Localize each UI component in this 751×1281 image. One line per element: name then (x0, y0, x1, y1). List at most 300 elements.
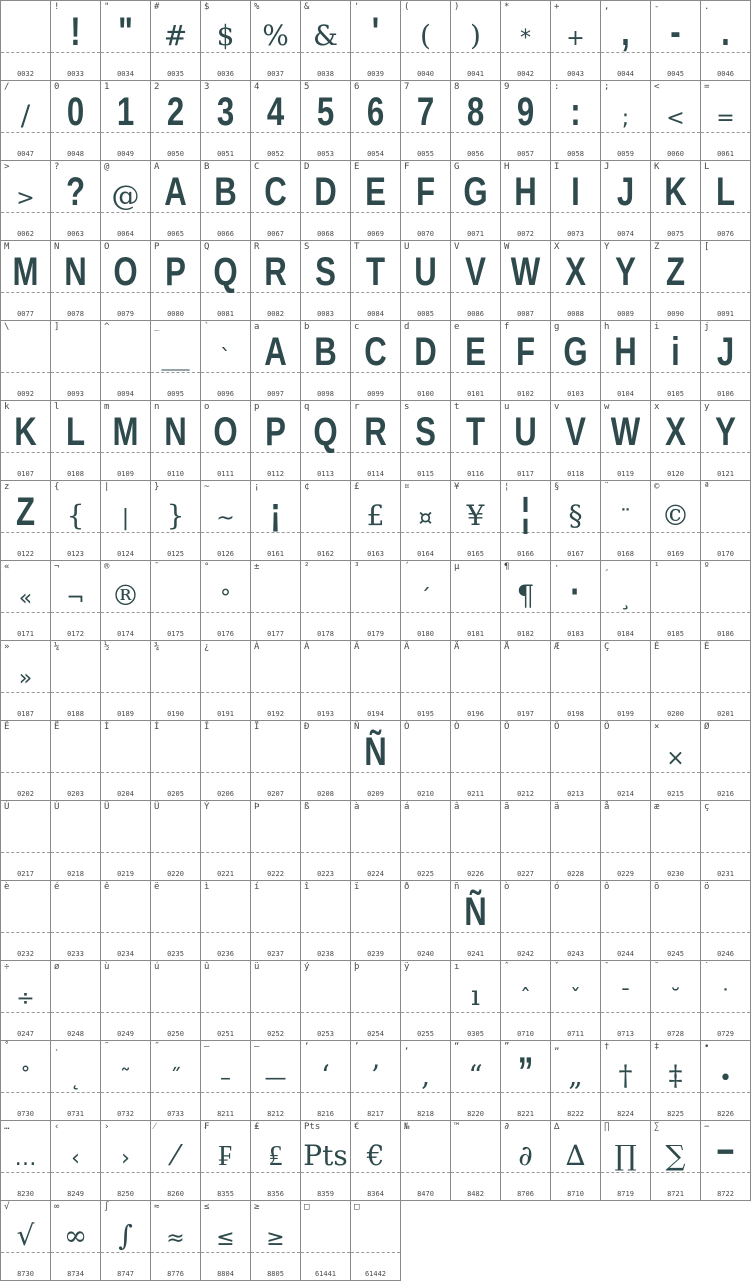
glyph-cell-code: 0080 (167, 310, 184, 318)
glyph-cell-code: 0213 (567, 790, 584, 798)
glyph-sample: V (565, 410, 586, 454)
glyph-sample: ¸ (620, 586, 631, 611)
baseline-guide (101, 692, 150, 693)
glyph-cell-code: 0169 (667, 550, 684, 558)
glyph-cell-code: 8734 (67, 1270, 84, 1278)
glyph-cell-code: 8212 (267, 1110, 284, 1118)
glyph-cell-key: ð (404, 882, 410, 892)
glyph-cell-code: 0060 (667, 150, 684, 158)
glyph-cell-code: 0094 (117, 390, 134, 398)
glyph-cell (700, 720, 751, 801)
glyph-cell (50, 1200, 101, 1281)
glyph-cell-key: „ (554, 1042, 560, 1052)
glyph-sample: ¥ (466, 499, 485, 532)
glyph-cell-code: 0250 (167, 1030, 184, 1038)
glyph-sample: ' (371, 10, 380, 54)
glyph-cell-code: 8220 (467, 1110, 484, 1118)
glyph-cell-key: d (404, 322, 410, 332)
glyph-cell-key: ½ (104, 642, 110, 652)
glyph-cell-code: 0191 (217, 710, 234, 718)
glyph-cell-key: ù (104, 962, 110, 972)
glyph-cell-key: Ò (404, 722, 410, 732)
glyph-cell-key: ∏ (604, 1122, 610, 1132)
glyph-cell-key: – (204, 1042, 210, 1052)
glyph-cell-code: 0242 (517, 950, 534, 958)
glyph-cell (0, 800, 51, 881)
glyph-sample: R (364, 410, 387, 454)
glyph-cell (500, 880, 551, 961)
glyph-cell-code: 8224 (617, 1110, 634, 1118)
baseline-guide (1, 852, 50, 853)
glyph-cell (100, 960, 151, 1041)
baseline-guide (201, 852, 250, 853)
glyph-sample: ´ (420, 586, 431, 611)
glyph-cell (100, 480, 151, 561)
glyph-cell-key: â (454, 802, 460, 812)
baseline-guide (101, 1172, 150, 1173)
glyph-cell-code: 0037 (267, 70, 284, 78)
glyph-cell (300, 320, 351, 401)
glyph-sample: U (414, 250, 437, 294)
glyph-cell (50, 800, 101, 881)
glyph-cell (700, 480, 751, 561)
glyph-cell (600, 560, 651, 641)
glyph-cell-code: 0074 (617, 230, 634, 238)
glyph-cell-key: ^ (104, 322, 110, 332)
glyph-sample: F (515, 330, 536, 374)
glyph-cell-key: ˛ (54, 1042, 60, 1052)
glyph-sample: T (365, 250, 386, 294)
baseline-guide (351, 1252, 400, 1253)
glyph-sample: L (65, 410, 86, 454)
baseline-guide (51, 932, 100, 933)
glyph-cell-code: 0195 (417, 710, 434, 718)
glyph-sample: – (220, 1066, 231, 1091)
baseline-guide (501, 1012, 550, 1013)
glyph-cell-key: È (654, 642, 660, 652)
glyph-cell (400, 80, 451, 161)
glyph-cell-code: 0036 (217, 70, 234, 78)
glyph-cell (650, 880, 701, 961)
glyph-cell (0, 960, 51, 1041)
glyph-sample: % (262, 19, 289, 52)
glyph-cell-key: ˙ (704, 962, 710, 972)
baseline-guide (201, 1252, 250, 1253)
glyph-cell (350, 960, 401, 1041)
glyph-sample: » (18, 666, 33, 691)
baseline-guide (701, 932, 750, 933)
baseline-guide (451, 852, 500, 853)
glyph-cell-code: 0084 (367, 310, 384, 318)
glyph-cell (450, 800, 501, 881)
baseline-guide (401, 52, 450, 53)
glyph-cell-key: Ó (454, 722, 460, 732)
glyph-sample: ∞ (63, 1219, 88, 1252)
glyph-sample: Z (15, 490, 36, 534)
glyph-cell-code: 0093 (67, 390, 84, 398)
baseline-guide (201, 772, 250, 773)
glyph-sample: ’ (371, 1059, 380, 1092)
glyph-cell (200, 720, 251, 801)
glyph-cell-code: 0249 (117, 1030, 134, 1038)
glyph-cell-code: 8470 (417, 1190, 434, 1198)
baseline-guide (301, 612, 350, 613)
glyph-cell-key: : (554, 82, 560, 92)
glyph-cell-key: P (154, 242, 160, 252)
baseline-guide (101, 372, 150, 373)
glyph-cell-code: 0732 (117, 1110, 134, 1118)
baseline-guide (451, 612, 500, 613)
glyph-cell-key: " (104, 2, 110, 12)
glyph-cell (550, 0, 601, 81)
glyph-cell-code: 0228 (567, 870, 584, 878)
glyph-cell-key: 8 (454, 82, 460, 92)
glyph-cell (50, 400, 101, 481)
glyph-cell-key: O (104, 242, 110, 252)
glyph-cell-key: ˆ (504, 962, 510, 972)
glyph-sample: ˙ (720, 986, 731, 1011)
baseline-guide (301, 1092, 350, 1093)
glyph-cell-key: Ê (4, 722, 10, 732)
glyph-cell (250, 560, 301, 641)
glyph-sample: A (264, 330, 287, 374)
glyph-cell (0, 240, 51, 321)
glyph-sample: ˝ (170, 1066, 181, 1091)
glyph-cell-key: ” (504, 1042, 510, 1052)
glyph-cell-key: ì (204, 882, 210, 892)
glyph-cell (100, 160, 151, 241)
glyph-sample: T (465, 410, 486, 454)
glyph-cell-code: 0041 (467, 70, 484, 78)
glyph-sample: ≥ (266, 1226, 285, 1251)
glyph-cell (300, 960, 351, 1041)
glyph-cell-key: , (604, 2, 610, 12)
glyph-cell (600, 960, 651, 1041)
glyph-cell (250, 960, 301, 1041)
baseline-guide (101, 1252, 150, 1253)
glyph-cell (600, 720, 651, 801)
glyph-cell (500, 1120, 551, 1201)
glyph-cell-code: 0197 (517, 710, 534, 718)
glyph-cell (400, 1120, 451, 1201)
glyph-cell-code: 8260 (167, 1190, 184, 1198)
baseline-guide (51, 612, 100, 613)
glyph-cell-key: ÿ (404, 962, 410, 972)
glyph-sample: K (664, 170, 687, 214)
glyph-cell-code: 0710 (517, 1030, 534, 1038)
glyph-cell-key: ú (154, 962, 160, 972)
glyph-cell (500, 400, 551, 481)
glyph-cell-code: 0098 (317, 390, 334, 398)
glyph-cell-key: ∞ (54, 1202, 60, 1212)
glyph-sample: W (610, 410, 641, 454)
glyph-cell-key: µ (454, 562, 460, 572)
glyph-cell (200, 480, 251, 561)
glyph-cell (350, 560, 401, 641)
glyph-cell-key: S (304, 242, 310, 252)
baseline-guide (701, 532, 750, 533)
baseline-guide (251, 1092, 300, 1093)
glyph-sample: J (616, 170, 635, 214)
glyph-cell-code: 8222 (567, 1110, 584, 1118)
glyph-cell-key: é (54, 882, 60, 892)
baseline-guide (101, 1012, 150, 1013)
baseline-guide (401, 692, 450, 693)
glyph-cell-code: 0728 (667, 1030, 684, 1038)
glyph-cell-code: 8482 (467, 1190, 484, 1198)
glyph-sample: ⁄ (173, 1139, 178, 1172)
glyph-cell-code: 0161 (267, 550, 284, 558)
glyph-sample: } (166, 499, 185, 532)
glyph-cell-key: ¹ (654, 562, 660, 572)
glyph-cell (150, 640, 201, 721)
baseline-guide (151, 772, 200, 773)
baseline-guide (201, 532, 250, 533)
glyph-cell (600, 160, 651, 241)
glyph-cell (50, 560, 101, 641)
glyph-cell-key: æ (654, 802, 660, 812)
glyph-cell-code: 0122 (17, 550, 34, 558)
glyph-cell-key: R (254, 242, 260, 252)
glyph-cell (200, 1040, 251, 1121)
glyph-cell-code: 0034 (117, 70, 134, 78)
glyph-cell-code: 0189 (117, 710, 134, 718)
glyph-cell-key: - (654, 2, 660, 12)
glyph-cell-key: ∑ (654, 1122, 660, 1132)
glyph-cell-key: o (204, 402, 210, 412)
glyph-cell (650, 960, 701, 1041)
glyph-cell-key: » (4, 642, 10, 652)
glyph-cell-code: 0211 (467, 790, 484, 798)
glyph-cell-code: 0178 (317, 630, 334, 638)
glyph-cell-code: 8221 (517, 1110, 534, 1118)
baseline-guide (251, 1012, 300, 1013)
glyph-cell-code: 0085 (417, 310, 434, 318)
glyph-sample: < (666, 106, 685, 131)
glyph-cell (350, 0, 401, 81)
glyph-cell-key: ¼ (54, 642, 60, 652)
glyph-cell-key: × (654, 722, 660, 732)
baseline-guide (151, 692, 200, 693)
glyph-sample: £ (366, 499, 385, 532)
glyph-cell-key: ≈ (154, 1202, 160, 1212)
baseline-guide (1, 692, 50, 693)
baseline-guide (451, 1092, 500, 1093)
glyph-cell-key: 4 (254, 82, 260, 92)
glyph-cell (250, 1120, 301, 1201)
glyph-cell (650, 720, 701, 801)
glyph-sample: Q (213, 250, 238, 294)
glyph-cell-key: 5 (304, 82, 310, 92)
glyph-cell-code: 0109 (117, 470, 134, 478)
glyph-cell-key: 7 (404, 82, 410, 92)
glyph-cell (300, 1040, 351, 1121)
glyph-sample: „ (568, 1059, 583, 1092)
glyph-cell-key: j (704, 322, 710, 332)
glyph-cell-code: 0095 (167, 390, 184, 398)
glyph-cell (550, 480, 601, 561)
glyph-cell-key: ’ (354, 1042, 360, 1052)
glyph-sample: " (118, 10, 133, 54)
glyph-cell-key: › (104, 1122, 110, 1132)
glyph-cell-code: 8804 (217, 1270, 234, 1278)
baseline-guide (51, 1172, 100, 1173)
glyph-cell-code: 0073 (567, 230, 584, 238)
glyph-cell-key: # (154, 2, 160, 12)
glyph-cell-code: 0227 (517, 870, 534, 878)
baseline-guide (701, 772, 750, 773)
glyph-cell (300, 80, 351, 161)
glyph-cell-code: 0111 (217, 470, 234, 478)
glyph-sample: 2 (166, 90, 185, 134)
glyph-cell-code: 0099 (367, 390, 384, 398)
glyph-cell-code: 0162 (317, 550, 334, 558)
glyph-cell-code: 0033 (67, 70, 84, 78)
glyph-cell-key: Ñ (354, 722, 360, 732)
baseline-guide (301, 1012, 350, 1013)
baseline-guide (301, 532, 350, 533)
glyph-cell-code: 0069 (367, 230, 384, 238)
glyph-cell (350, 1200, 401, 1281)
glyph-cell-code: 0062 (17, 230, 34, 238)
glyph-cell-key: Á (304, 642, 310, 652)
glyph-cell (150, 1120, 201, 1201)
glyph-sample: X (665, 410, 686, 454)
baseline-guide (251, 692, 300, 693)
glyph-cell-code: 0070 (417, 230, 434, 238)
glyph-cell-code: 0187 (17, 710, 34, 718)
glyph-cell (0, 640, 51, 721)
glyph-cell-code: 0057 (517, 150, 534, 158)
glyph-sample: G (563, 330, 588, 374)
glyph-cell-code: 8355 (217, 1190, 234, 1198)
glyph-cell (500, 320, 551, 401)
glyph-cell (100, 0, 151, 81)
glyph-cell (600, 400, 651, 481)
glyph-sample: ∑ (665, 1139, 686, 1172)
glyph-cell (600, 1040, 651, 1121)
glyph-cell (50, 320, 101, 401)
baseline-guide (151, 1172, 200, 1173)
glyph-cell-code: 0171 (17, 630, 34, 638)
glyph-cell-code: 0121 (717, 470, 734, 478)
glyph-cell-code: 0215 (667, 790, 684, 798)
glyph-cell-key: T (354, 242, 360, 252)
baseline-guide (501, 52, 550, 53)
glyph-sample: ” (517, 1050, 534, 1094)
glyph-cell-code: 8730 (17, 1270, 34, 1278)
glyph-cell-key: − (704, 1122, 710, 1132)
glyph-cell (550, 1040, 601, 1121)
glyph-cell-code: 8230 (17, 1190, 34, 1198)
baseline-guide (501, 692, 550, 693)
glyph-cell-key: ∆ (554, 1122, 560, 1132)
glyph-cell (700, 1040, 751, 1121)
baseline-guide (201, 1012, 250, 1013)
glyph-cell (200, 1200, 251, 1281)
glyph-cell-key: [ (704, 242, 710, 252)
glyph-cell (500, 80, 551, 161)
glyph-cell-key: ) (454, 2, 460, 12)
baseline-guide (151, 1252, 200, 1253)
glyph-cell-code: 0713 (617, 1030, 634, 1038)
glyph-cell-code: 0238 (317, 950, 334, 958)
glyph-cell-code: 0172 (67, 630, 84, 638)
glyph-cell (100, 720, 151, 801)
glyph-cell-key: ∂ (504, 1122, 510, 1132)
glyph-cell (400, 880, 451, 961)
glyph-cell-key: € (354, 1122, 360, 1132)
glyph-cell (300, 1200, 351, 1281)
glyph-cell-code: 0181 (467, 630, 484, 638)
glyph-cell-code: 0083 (317, 310, 334, 318)
glyph-cell-code: 8719 (617, 1190, 634, 1198)
glyph-cell (0, 880, 51, 961)
glyph-cell-key: D (304, 162, 310, 172)
glyph-cell-code: 0092 (17, 390, 34, 398)
glyph-cell-key: Ç (604, 642, 610, 652)
glyph-cell-code: 0050 (167, 150, 184, 158)
glyph-cell (650, 1120, 701, 1201)
glyph-cell-key: z (4, 482, 10, 492)
glyph-cell-code: 0176 (217, 630, 234, 638)
glyph-cell (600, 240, 651, 321)
glyph-cell-key: E (354, 162, 360, 172)
glyph-cell-code: 8226 (717, 1110, 734, 1118)
glyph-cell-code: 8776 (167, 1270, 184, 1278)
glyph-sample: P (165, 250, 186, 294)
glyph-cell-key: $ (204, 2, 210, 12)
glyph-cell-key: L (704, 162, 710, 172)
glyph-cell-key: Ï (254, 722, 260, 732)
glyph-cell (150, 400, 201, 481)
baseline-guide (101, 532, 150, 533)
glyph-cell (700, 0, 751, 81)
glyph-cell (350, 720, 401, 801)
glyph-sample: O (113, 250, 138, 294)
glyph-cell (50, 160, 101, 241)
glyph-cell-code: 0068 (317, 230, 334, 238)
baseline-guide (701, 692, 750, 693)
baseline-guide (501, 772, 550, 773)
glyph-cell (600, 480, 651, 561)
baseline-guide (1, 612, 50, 613)
glyph-cell (350, 240, 401, 321)
baseline-guide (501, 932, 550, 933)
glyph-sample: ¦ (521, 490, 530, 534)
glyph-sample: { (66, 499, 85, 532)
glyph-sample: @ (111, 179, 140, 212)
glyph-cell (450, 320, 501, 401)
glyph-sample: M (12, 250, 39, 294)
glyph-sample: L (715, 170, 736, 214)
glyph-cell-key: A (154, 162, 160, 172)
glyph-cell-key: ˚ (4, 1042, 10, 1052)
glyph-cell-code: 0240 (417, 950, 434, 958)
baseline-guide (701, 612, 750, 613)
glyph-cell-key: h (604, 322, 610, 332)
glyph-cell (300, 880, 351, 961)
glyph-cell (200, 240, 251, 321)
glyph-sample: ! (70, 10, 81, 54)
glyph-sample: · (570, 570, 581, 614)
glyph-cell (300, 720, 351, 801)
glyph-cell-code: 0125 (167, 550, 184, 558)
baseline-guide (601, 612, 650, 613)
glyph-cell (600, 880, 651, 961)
glyph-cell-key: ¨ (604, 482, 610, 492)
glyph-sample: ˉ (620, 986, 631, 1011)
